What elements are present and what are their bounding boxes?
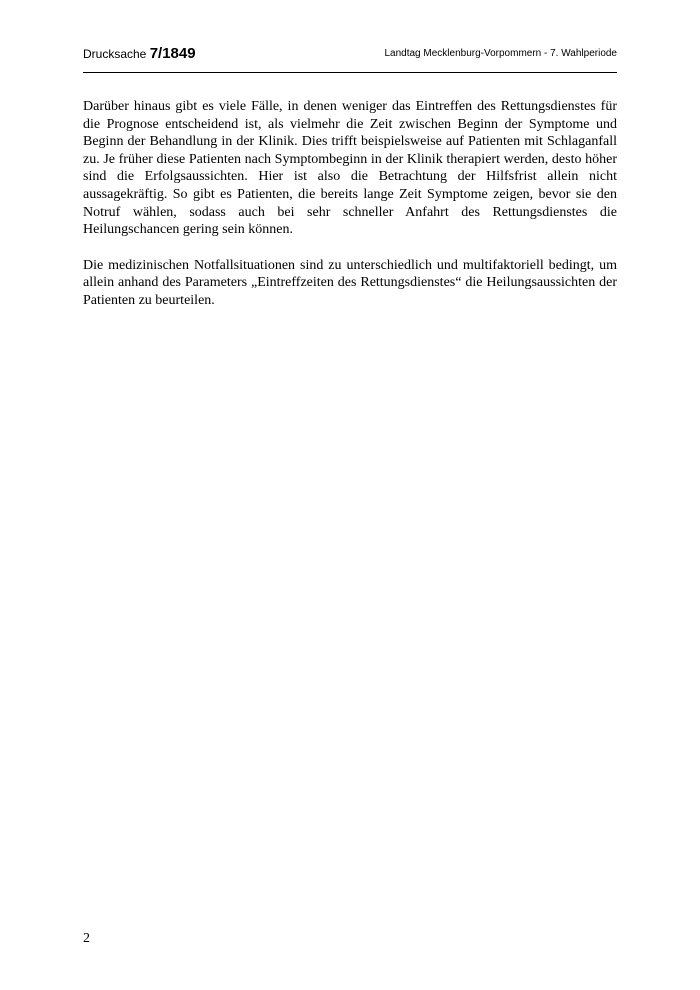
page-number: 2: [83, 931, 90, 946]
paragraph-1: Darüber hinaus gibt es viele Fälle, in denen weniger das Eintreffen des Rettungsdienstes für die Prognose entscheidend ist, als vielmehr die Zeit zwischen Beginn der Symptome und Beginn der Behandlung in der Klinik. Dies trifft beispielsweise auf Patienten mit Schlaganfall zu. Je früher diese Patienten nach Symptombeginn in der Klinik therapiert werden, desto höher sind die Erfolgsaussichten. Hier ist also die Betrachtung der Hilfsfrist allein nicht aussagekräftig. So gibt es Patienten, die bereits lange Zeit Symptome zeigen, bevor sie den Notruf wählen, sodass auch bei sehr schneller Anfahrt des Rettungsdienstes die Heilungschancen gering sein können.: [83, 99, 617, 238]
paragraph-2: Die medizinischen Notfallsituationen sind zu unterschiedlich und multifaktoriell bedingt, um allein anhand des Parameters „Eintreffzeiten des Rettungsdienstes“ die Heilungsaussichten der Patienten zu beurteilen.: [83, 257, 617, 308]
page-header: [83, 42, 617, 73]
parliament-period: Landtag Mecklenburg-Vorpommern - 7. Wahlperiode: [384, 48, 617, 59]
body-text: [83, 98, 617, 328]
document-reference: [83, 45, 196, 62]
document-label: Drucksache: [83, 47, 147, 61]
document-number: 7/1849: [149, 45, 196, 62]
